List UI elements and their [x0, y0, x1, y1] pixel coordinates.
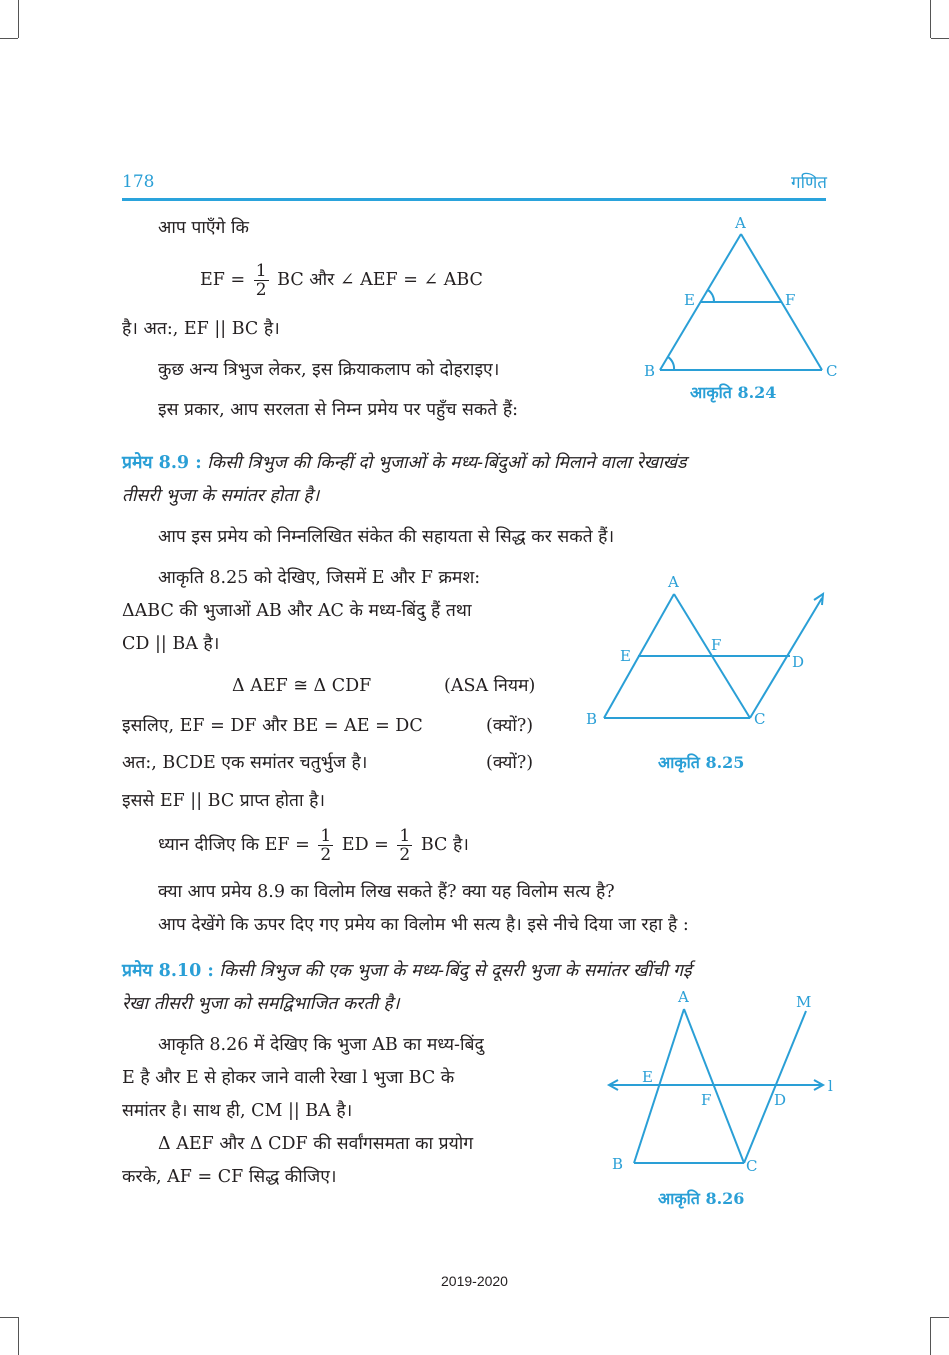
text-line: आकृति 8.26 में देखिए कि भुजा AB का मध्य-बिंदु [158, 1035, 484, 1055]
fraction [318, 827, 333, 864]
figure-caption-8-24: आकृति 8.24 [690, 383, 777, 402]
point-label-e: E [620, 647, 631, 665]
equation-ef-ed-bc [158, 827, 469, 864]
header-rule [122, 198, 826, 201]
vertex-label-c: C [754, 710, 766, 728]
crop-mark [18, 0, 19, 38]
theorem-8-10-line2: रेखा तीसरी भुजा को समद्विभाजित करती है। [122, 994, 400, 1014]
fraction-numerator: 1 [399, 826, 411, 846]
page-number: 178 [122, 172, 155, 192]
crop-mark [0, 1317, 18, 1318]
point-label-m: M [796, 993, 812, 1011]
point-label-d: D [774, 1091, 787, 1109]
text-line: ΔABC की भुजाओं AB और AC के मध्य-बिंदु हैं तथा [122, 601, 472, 621]
figure-8-26 [596, 985, 846, 1175]
vertex-label-b: B [612, 1155, 624, 1173]
fraction-numerator: 1 [320, 826, 332, 846]
footer-year: 2019-2020 [441, 1273, 508, 1289]
crop-mark [18, 1317, 19, 1355]
text-line: CD || BA है। [122, 634, 220, 654]
figure-8-25 [582, 570, 832, 745]
crop-mark [0, 38, 18, 39]
running-title: गणित [791, 173, 827, 193]
vertex-label-a: A [668, 573, 679, 591]
vertex-label-c: C [826, 362, 838, 380]
fraction-denominator: 2 [255, 280, 267, 300]
theorem-label: प्रमेय 8.9 : [122, 453, 202, 473]
fraction-denominator: 2 [399, 845, 411, 865]
text-line: आप पाएँगे कि [158, 218, 249, 238]
text-line: आकृति 8.25 को देखिए, जिसमें E और F क्रमश: [158, 568, 481, 588]
point-label-e: E [642, 1068, 653, 1086]
point-label-f: F [785, 291, 796, 309]
text-line: करके, AF = CF सिद्ध कीजिए। [122, 1167, 337, 1187]
text-line: आप देखेंगे कि ऊपर दिए गए प्रमेय का विलोम भी सत्य है। इसे नीचे दिया जा रहा है : [158, 915, 689, 935]
figure-caption-8-25: आकृति 8.25 [658, 753, 745, 772]
crop-mark [931, 1317, 949, 1318]
point-label-e: E [684, 291, 695, 309]
vertex-label-b: B [586, 710, 598, 728]
text-line: इसलिए, EF = DF और BE = AE = DC [122, 716, 423, 736]
angle-mark-abc [668, 357, 674, 370]
ray-cd [750, 598, 822, 718]
angle-mark-aef [708, 290, 714, 302]
vertex-label-c: C [746, 1157, 758, 1175]
point-label-d: D [792, 653, 805, 671]
theorem-text: किसी त्रिभुज की किन्हीं दो भुजाओं के मध्य-बिंदुओं को मिलाने वाला रेखाखंड [207, 453, 687, 473]
crop-mark [930, 0, 931, 38]
text-line: आप इस प्रमेय को निम्नलिखित संकेत की सहायता से सिद्ध कर सकते हैं। [158, 527, 615, 547]
text-line: E है और E से होकर जाने वाली रेखा l भुजा BC के [122, 1068, 455, 1088]
fraction [397, 827, 412, 864]
equation-part: BC और ∠ AEF = ∠ ABC [277, 270, 483, 290]
fraction-numerator: 1 [255, 261, 267, 281]
figure-caption-8-26: आकृति 8.26 [658, 1189, 745, 1208]
crop-mark [930, 1317, 931, 1355]
text-line: इससे EF || BC प्राप्त होता है। [122, 791, 326, 811]
figure-8-24 [630, 210, 850, 385]
why-note: (क्यों?) [486, 716, 534, 736]
ray-cm [744, 1011, 806, 1163]
equation-part: ध्यान दीजिए कि EF = [158, 835, 310, 855]
fraction-denominator: 2 [320, 845, 332, 865]
text-line: अत:, BCDE एक समांतर चतुर्भुज है। [122, 753, 368, 773]
point-label-f: F [711, 636, 722, 654]
point-label-f: F [701, 1091, 712, 1109]
why-note: (क्यों?) [486, 753, 534, 773]
text-line: Δ AEF और Δ CDF की सर्वांगसमता का प्रयोग [158, 1134, 474, 1154]
text-line: समांतर है। साथ ही, CM || BA है। [122, 1101, 353, 1121]
congruence-rule: (ASA नियम) [444, 676, 536, 696]
vertex-label-a: A [735, 214, 746, 232]
equation-part: EF = [200, 270, 246, 290]
theorem-label: प्रमेय 8.10 : [122, 961, 214, 981]
theorem-8-9-line1 [122, 452, 686, 474]
text-line: कुछ अन्य त्रिभुज लेकर, इस क्रियाकलाप को दोहराइए। [158, 360, 500, 380]
text-line: है। अत:, EF || BC है। [122, 319, 280, 339]
theorem-8-9-line2: तीसरी भुजा के समांतर होता है। [122, 486, 320, 506]
fraction [254, 262, 269, 299]
line-label-l: l [828, 1077, 833, 1095]
vertex-label-b: B [644, 362, 656, 380]
equation-ef-half-bc [200, 262, 483, 299]
vertex-label-a: A [678, 988, 689, 1006]
text-line: क्या आप प्रमेय 8.9 का विलोम लिख सकते हैं? क्या यह विलोम सत्य है? [158, 882, 615, 902]
theorem-8-10-line1 [122, 960, 692, 982]
theorem-text: किसी त्रिभुज की एक भुजा के मध्य-बिंदु से दूसरी भुजा के समांतर खींची गई [219, 961, 692, 981]
equation-part: ED = [341, 835, 389, 855]
text-line: इस प्रकार, आप सरलता से निम्न प्रमेय पर पहुँच सकते हैं: [158, 400, 519, 420]
crop-mark [931, 38, 949, 39]
congruence-statement: Δ AEF ≅ Δ CDF [232, 676, 372, 696]
equation-part: BC है। [420, 835, 469, 855]
